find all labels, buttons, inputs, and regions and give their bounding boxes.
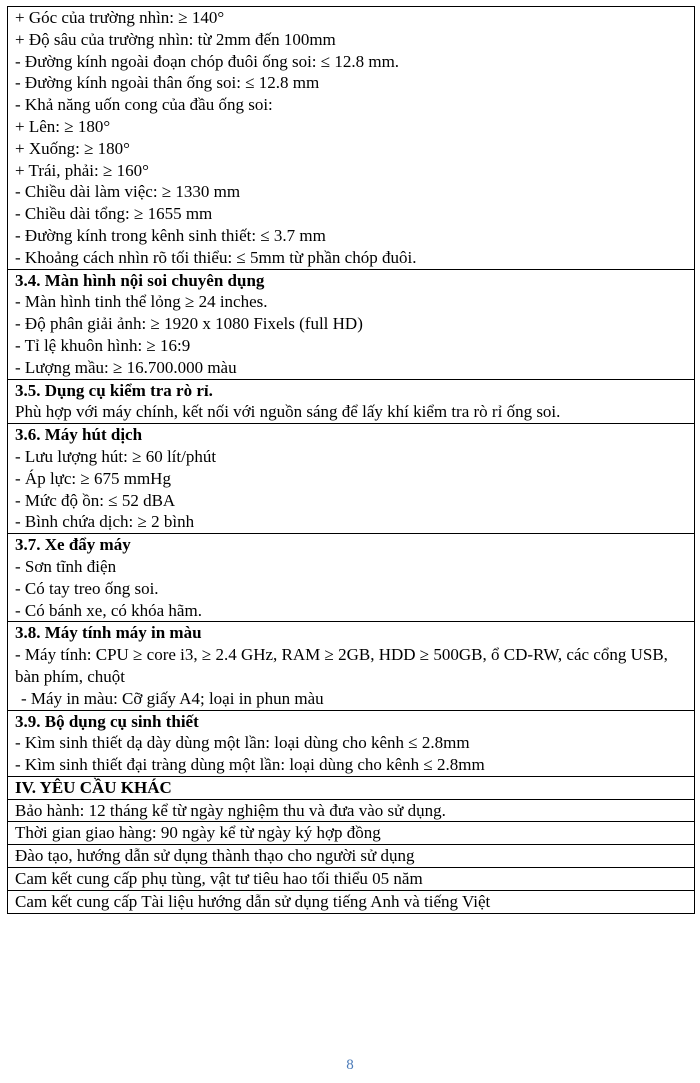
spec-line: - Máy tính: CPU ≥ core i3, ≥ 2.4 GHz, RAM ≥ 2GB, HDD ≥ 500GB, ổ CD-RW, các cổng USB, bàn phím, chuột <box>15 645 668 686</box>
section-heading: 3.7. Xe đẩy máy <box>15 535 131 555</box>
spec-line: - Mức độ ồn: ≤ 52 dBA <box>15 490 176 510</box>
spec-row-other-heading <box>8 776 695 799</box>
spec-row-biopsy <box>8 710 695 776</box>
spec-line: - Sơn tĩnh điện <box>15 556 117 576</box>
spec-line: - Đường kính ngoài thân ống soi: ≤ 12.8 mm <box>15 73 320 93</box>
page-number: 8 <box>346 1057 354 1073</box>
requirement-text: Bảo hành: 12 tháng kể từ ngày nghiệm thu và đưa vào sử dụng. <box>15 800 446 820</box>
spec-line: + Lên: ≥ 180° <box>15 116 111 136</box>
spec-line: - Kìm sinh thiết đại tràng dùng một lần: loại dùng cho kênh ≤ 2.8mm <box>15 755 485 775</box>
requirement-text: Thời gian giao hàng: 90 ngày kể từ ngày ký hợp đồng <box>15 823 381 843</box>
spec-line: - Khả năng uốn cong của đầu ống soi: <box>15 95 273 115</box>
section-heading: IV. YÊU CẦU KHÁC <box>15 777 172 797</box>
spec-line: - Tỉ lệ khuôn hình: ≥ 16:9 <box>15 335 191 355</box>
requirement-row <box>8 822 695 845</box>
spec-line: - Độ phân giải ảnh: ≥ 1920 x 1080 Fixels (full HD) <box>15 314 363 334</box>
requirement-row <box>8 868 695 891</box>
requirement-row <box>8 845 695 868</box>
section-heading: 3.5. Dụng cụ kiểm tra rò rỉ. <box>15 380 213 400</box>
spec-cell <box>8 7 695 270</box>
spec-cell <box>8 845 695 868</box>
spec-line: - Có bánh xe, có khóa hãm. <box>15 600 202 620</box>
requirement-text: Cam kết cung cấp Tài liệu hướng dẫn sử dụng tiếng Anh và tiếng Việt <box>15 891 491 911</box>
spec-cell <box>8 890 695 913</box>
requirement-text: Đào tạo, hướng dẫn sử dụng thành thạo cho người sử dụng <box>15 846 415 866</box>
spec-row-suction <box>8 424 695 534</box>
spec-line: - Chiều dài tổng: ≥ 1655 mm <box>15 204 213 224</box>
spec-cell <box>8 534 695 622</box>
spec-cell <box>8 776 695 799</box>
spec-line: - Bình chứa dịch: ≥ 2 bình <box>15 512 195 532</box>
spec-cell <box>8 269 695 379</box>
spec-line: + Trái, phải: ≥ 160° <box>15 160 149 180</box>
spec-line: Phù hợp với máy chính, kết nối với nguồn sáng để lấy khí kiểm tra rò rỉ ống soi. <box>15 402 561 422</box>
spec-line: - Áp lực: ≥ 675 mmHg <box>15 468 171 488</box>
spec-line: - Máy in màu: Cỡ giấy A4; loại in phun màu <box>21 688 324 708</box>
spec-row-monitor <box>8 269 695 379</box>
requirement-row <box>8 799 695 822</box>
spec-line: + Độ sâu của trường nhìn: từ 2mm đến 100mm <box>15 29 336 49</box>
spec-line: - Màn hình tinh thể lỏng ≥ 24 inches. <box>15 292 268 312</box>
spec-cell <box>8 424 695 534</box>
spec-row-computer <box>8 622 695 710</box>
spec-cell <box>8 622 695 710</box>
spec-line: - Lượng mầu: ≥ 16.700.000 màu <box>15 357 237 377</box>
section-heading: 3.9. Bộ dụng cụ sinh thiết <box>15 711 199 731</box>
spec-cell <box>8 822 695 845</box>
spec-cell <box>8 379 695 424</box>
specification-table <box>7 6 695 914</box>
spec-line: - Chiều dài làm việc: ≥ 1330 mm <box>15 182 241 202</box>
section-heading: 3.8. Máy tính máy in màu <box>15 623 202 643</box>
spec-row-cart <box>8 534 695 622</box>
spec-cell <box>8 710 695 776</box>
spec-row-endoscope <box>8 7 695 270</box>
spec-line: - Đường kính ngoài đoạn chóp đuôi ống soi: ≤ 12.8 mm. <box>15 51 400 71</box>
spec-line: + Góc của trường nhìn: ≥ 140° <box>15 8 225 27</box>
spec-line: + Xuống: ≥ 180° <box>15 138 130 158</box>
spec-line: - Có tay treo ống soi. <box>15 578 159 598</box>
spec-line: - Kìm sinh thiết dạ dày dùng một lần: loại dùng cho kênh ≤ 2.8mm <box>15 733 470 753</box>
spec-line: - Đường kính trong kênh sinh thiết: ≤ 3.7 mm <box>15 225 326 245</box>
spec-cell <box>8 799 695 822</box>
spec-row-leak-tester <box>8 379 695 424</box>
spec-line: - Khoảng cách nhìn rõ tối thiểu: ≤ 5mm từ phần chóp đuôi. <box>15 247 417 267</box>
spec-line: - Lưu lượng hút: ≥ 60 lít/phút <box>15 446 217 466</box>
requirement-row <box>8 890 695 913</box>
requirement-text: Cam kết cung cấp phụ tùng, vật tư tiêu hao tối thiểu 05 năm <box>15 869 423 889</box>
section-heading: 3.6. Máy hút dịch <box>15 425 143 445</box>
spec-cell <box>8 868 695 891</box>
section-heading: 3.4. Màn hình nội soi chuyên dụng <box>15 270 265 290</box>
